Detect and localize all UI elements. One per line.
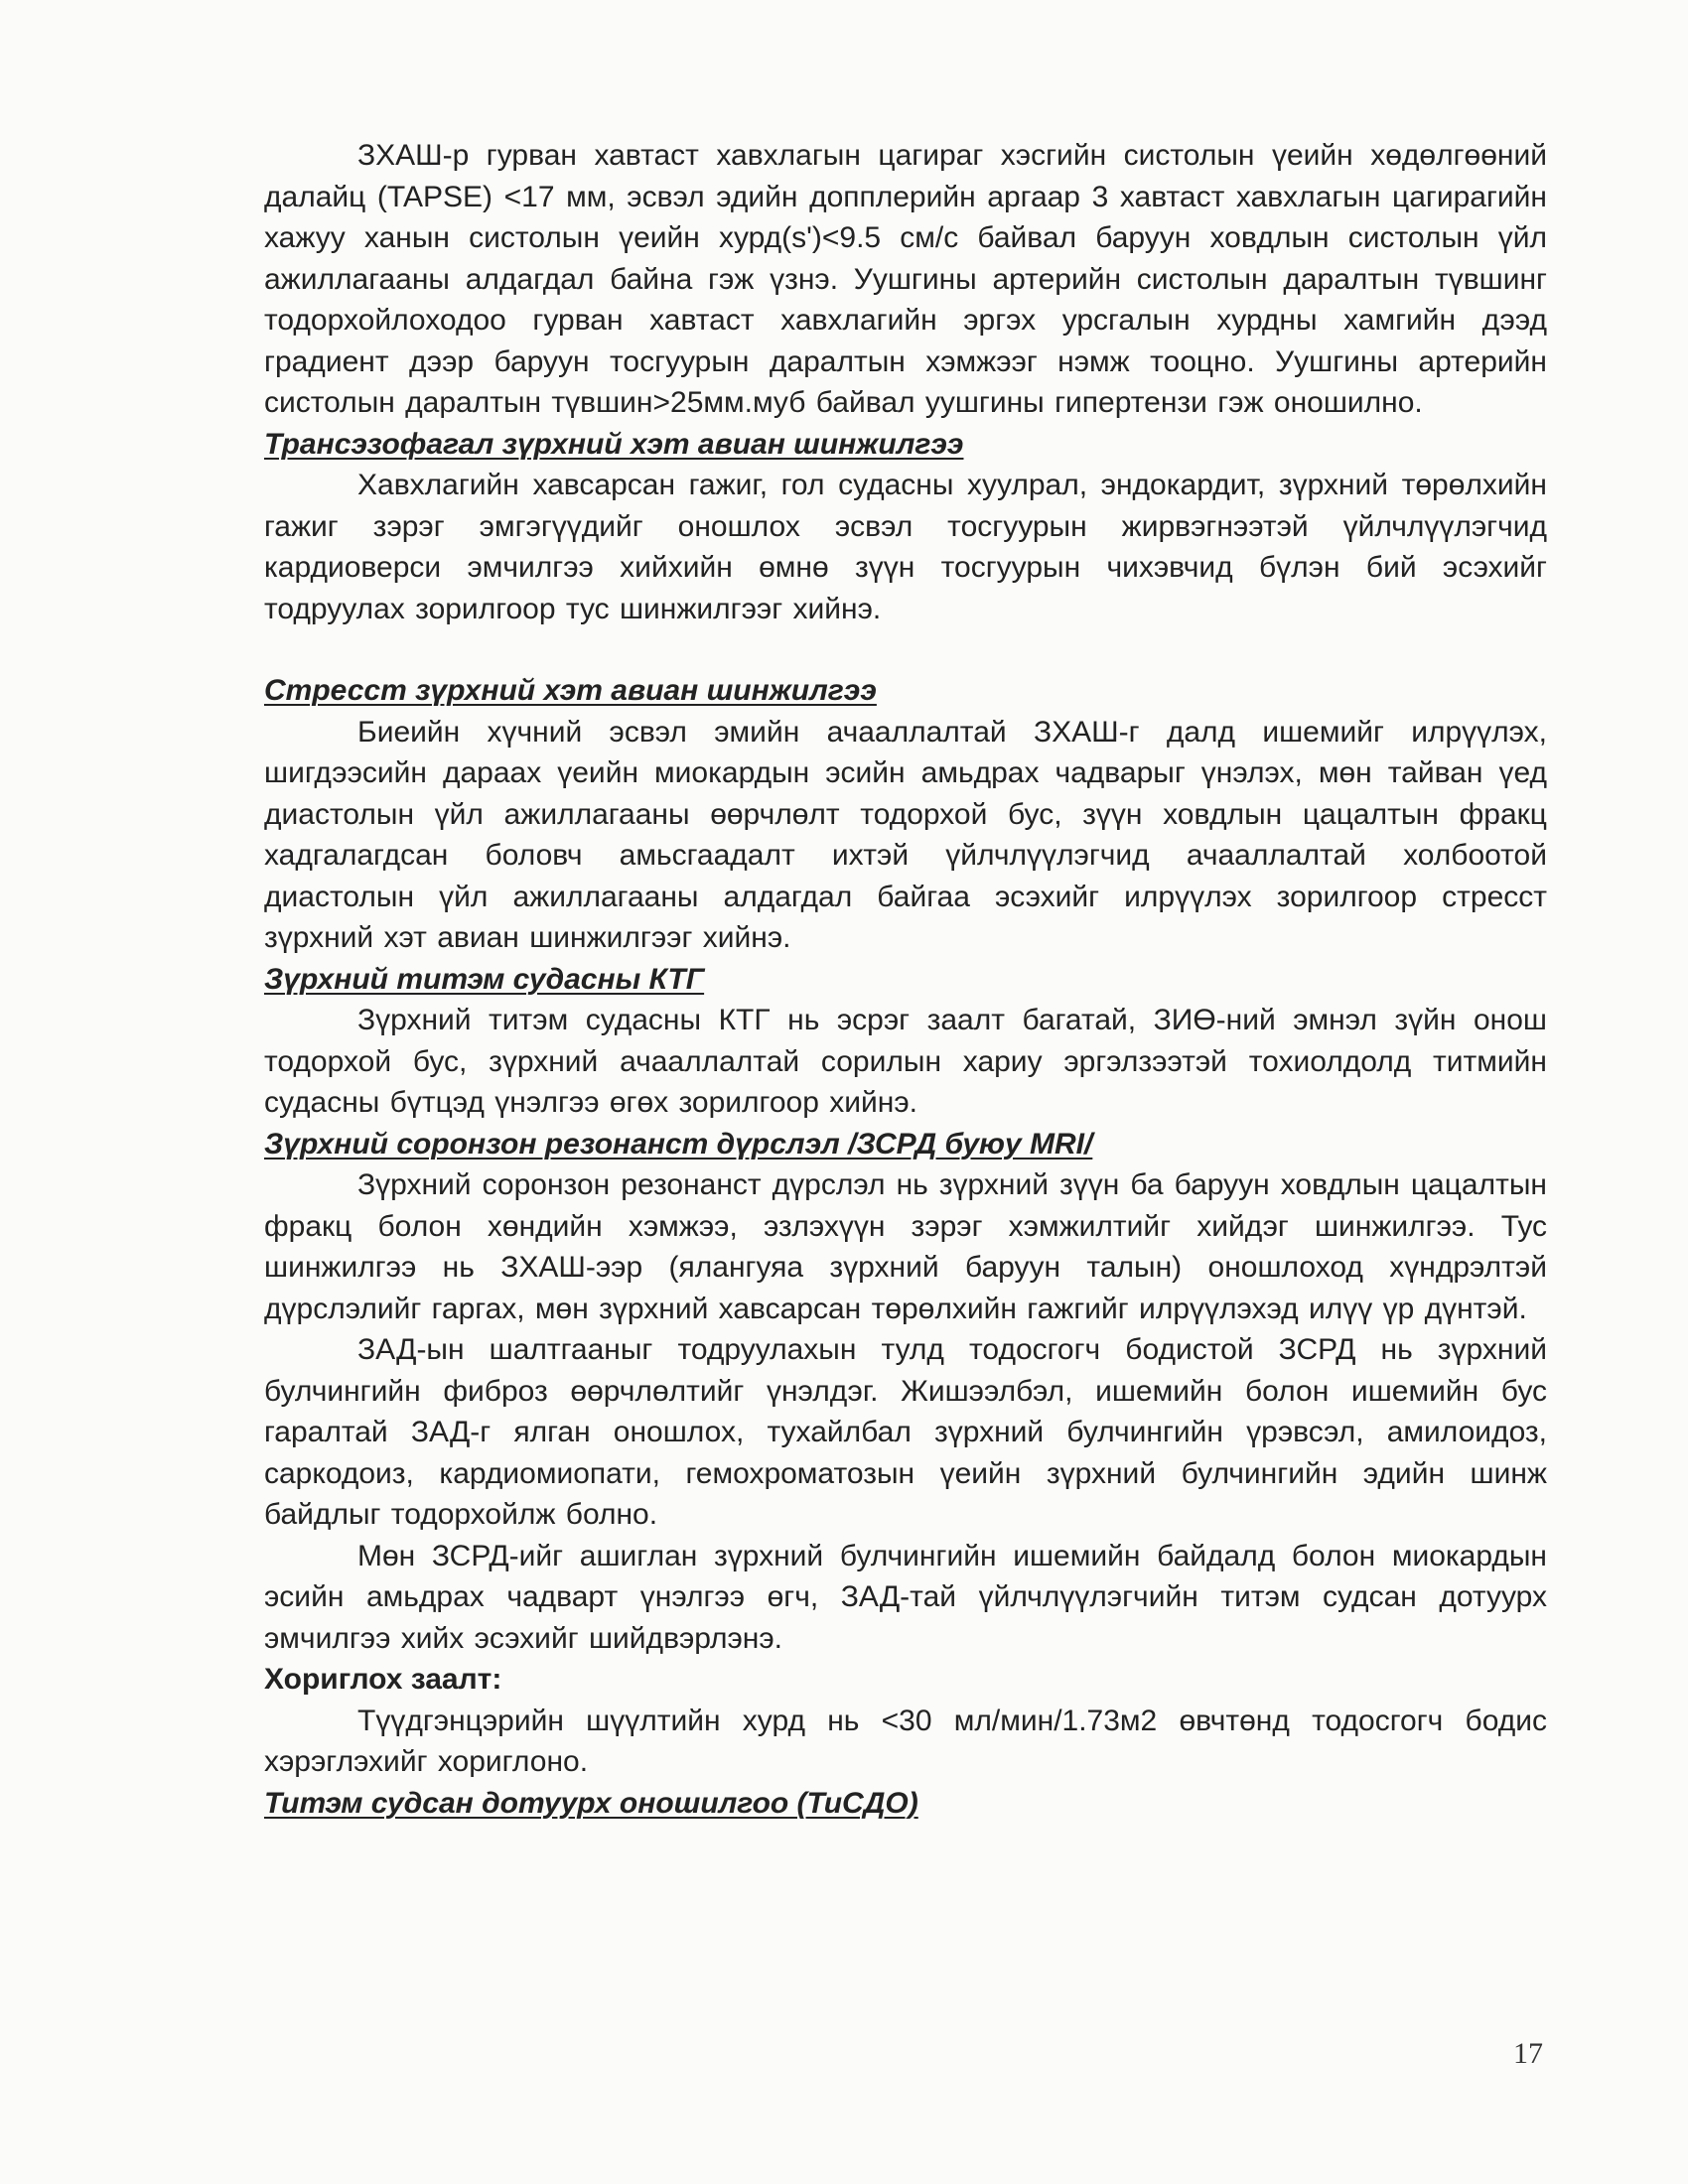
paragraph-cardiac-mri: Зүрхний соронзон резонанст дүрслэл нь зүрхний зүүн ба баруун ховдлын цацалтын фракц болон хөндийн хэмжээ, эзлэхүүн зэрэг хэмжилтийг хийдэг шинжилгээ. Тус шинжилгээ нь ЗХАШ-ээр (ялангуяа зүрхний баруун талын) оношлоход хүндрэлтэй дүрслэлийг гаргах, мөн зүрхний хавсарсан төрөлхийн гажгийг илрүүлэхэд илүү үр дүнтэй. bbox=[264, 1168, 1547, 1325]
paragraph-coronary-ct: Зүрхний титэм судасны КТГ нь эсрэг заалт багатай, ЗИӨ-ний эмнэл зүйн онош тодорхой бус, зүрхний ачааллалтай сорилын хариу эргэлзээтэй тохиолдолд титмийн судасны бүтцэд үнэлгээ өгөх зорилгоор хийнэ. bbox=[264, 1004, 1547, 1119]
paragraph-stress-echo: Биеийн хүчний эсвэл эмийн ачааллалтай ЗХАШ-г далд ишемийг илрүүлэх, шигдээсийн дараах үеийн миокардын эсийн амьдрах чадварыг үнэлэх, мөн тайван үед диастолын үйл ажиллагааны өөрчлөлт тодорхой бус, зүүн ховдлын цацалтын фракц хадгалагдсан боловч амьсгаадалт ихтэй үйлчлүүлэгчид ачааллалтай холбоотой диастолын үйл ажиллагааны алдагдал байгаа эсэхийг илрүүлэх зорилгоор стресст зүрхний хэт авиан шинжилгээг хийнэ. bbox=[264, 715, 1547, 954]
heading-transesophageal-echo: Трансэзофагал зүрхний хэт авиан шинжилгээ bbox=[264, 427, 964, 461]
paragraph-tapse: ЗХАШ-р гурван хавтаст хавхлагын цагираг хэсгийн систолын үеийн хөдөлгөөний далайц (TAPSE) <17 мм, эсвэл эдийн допплерийн аргаар 3 хавтаст хавхлагын цагирагийн хажуу ханын систолын үеийн хурд(s')<9.5 см/с байвал баруун ховдлын систолын үйл ажиллагааны алдагдал байна гэж үзнэ. Уушгины артерийн систолын даралтын түвшинг тодорхойлоходоо гурван хавтаст хавхлагийн эргэх урсгалын хурдны хамгийн дээд градиент дээр баруун тосгуурын даралтын хэмжээг нэмж тооцно. Уушгины артерийн систолын даралтын түвшин>25мм.муб байвал уушгины гипертензи гэж оношилно. bbox=[264, 139, 1547, 419]
page-number: 17 bbox=[1513, 2037, 1543, 2070]
heading-invasive-coronary: Титэм судсан дотуурх оношилгоо (ТиСДО) bbox=[264, 1786, 918, 1820]
paragraph-contrast-mri: ЗАД-ын шалтгааныг тодруулахын тулд тодосгогч бодистой ЗСРД нь зүрхний булчингийн фиброз өөрчлөлтийг үнэлдэг. Жишээлбэл, ишемийн болон ишемийн бус гаралтай ЗАД-г ялган оношлох, тухайлбал зүрхний булчингийн үрэвсэл, амилоидоз, саркодоиз, кардиомиопати, гемохроматозын үеийн зүрхний булчингийн эдийн шинж байдлыг тодорхойлж болно. bbox=[264, 1333, 1547, 1531]
heading-coronary-ct: Зүрхний титэм судасны КТГ bbox=[264, 962, 705, 996]
paragraph-mri-ischemia: Мөн ЗСРД-ийг ашиглан зүрхний булчингийн ишемийн байдалд болон миокардын эсийн амьдрах чадварт үнэлгээ өгч, ЗАД-тай үйлчлүүлэгчийн титэм судсан дотуурх эмчилгээ хийх эсэхийг шийдвэрлэнэ. bbox=[264, 1539, 1547, 1655]
paragraph-contraindication: Түүдгэнцэрийн шүүлтийн хурд нь <30 мл/мин/1.73м2 өвчтөнд тодосгогч бодис хэрэглэхийг хориглоно. bbox=[264, 1704, 1547, 1778]
heading-stress-echo: Стресст зүрхний хэт авиан шинжилгээ bbox=[264, 674, 877, 707]
heading-contraindication: Хориглох заалт: bbox=[264, 1663, 502, 1696]
heading-cardiac-mri: Зүрхний соронзон резонанст дүрслэл /ЗСРД буюу MRI/ bbox=[264, 1127, 1093, 1160]
blank-line bbox=[264, 629, 1547, 670]
paragraph-transesophageal-echo: Хавхлагийн хавсарсан гажиг, гол судасны хуулрал, эндокардит, зүрхний төрөлхийн гажиг зэрэг эмгэгүүдийг оношлох эсвэл тосгуурын жирвэгнээтэй үйлчлүүлэгчид кардиоверси эмчилгээ хийхийн өмнө зүүн тосгуурын чихэвчид бүлэн бий эсэхийг тодруулах зорилгоор тус шинжилгээг хийнэ. bbox=[264, 469, 1547, 625]
document-body bbox=[264, 135, 1547, 1824]
